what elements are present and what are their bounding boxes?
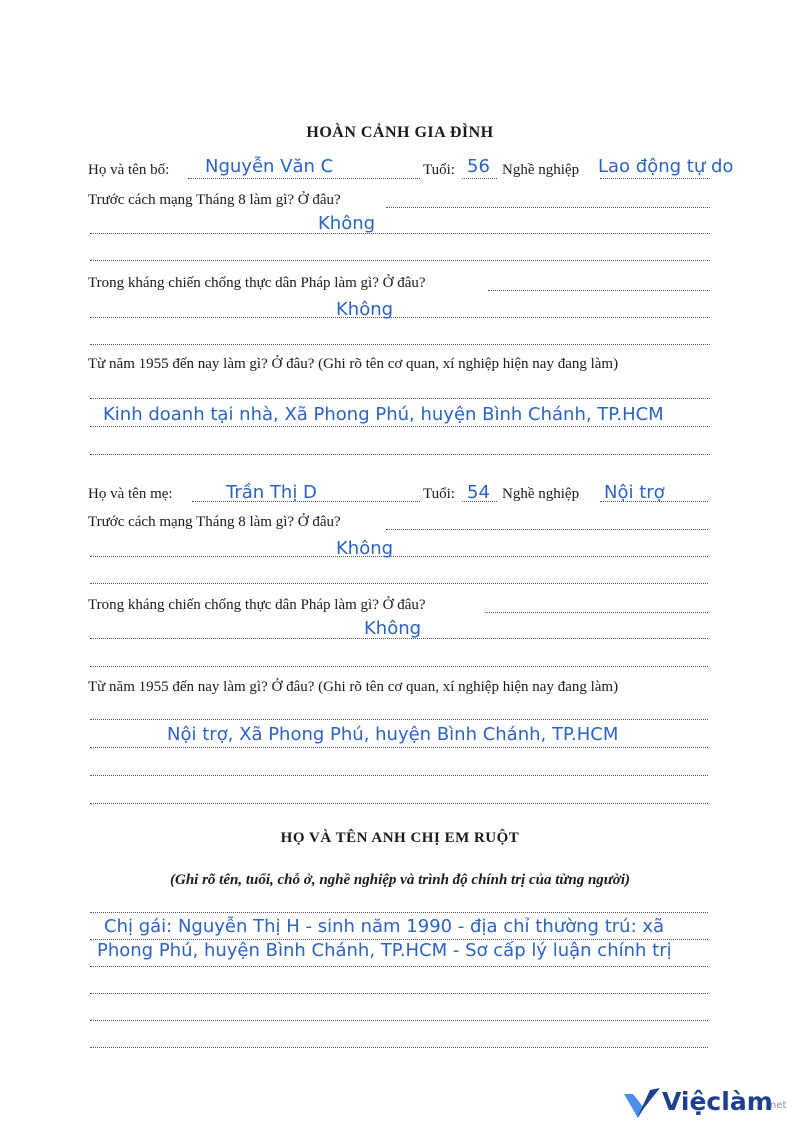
mother-before-answer-line (90, 556, 708, 557)
vieclam-logo-icon (624, 1088, 660, 1118)
father-since1955-line-1 (90, 398, 710, 399)
siblings-line-4 (90, 993, 708, 994)
mother-before-dotline (386, 529, 708, 530)
mother-answer-before[interactable]: Không (336, 538, 394, 559)
siblings-line-6 (90, 1047, 708, 1048)
father-job-label: Nghề nghiệp (502, 162, 580, 178)
father-job-dotline (600, 178, 710, 179)
mother-before-answer-line-2 (90, 583, 708, 584)
father-resistance-answer-line (90, 317, 710, 318)
mother-job-value[interactable]: Nội trợ (604, 482, 665, 503)
mother-resistance-answer-line-2 (90, 666, 708, 667)
mother-question-since1955: Từ năm 1955 đến nay làm gì? Ở đâu? (Ghi rõ tên cơ quan, xí nghiệp hiện nay đang làm) (88, 679, 619, 695)
siblings-line-5 (90, 1020, 708, 1021)
mother-answer-since1955[interactable]: Nội trợ, Xã Phong Phú, huyện Bình Chánh, TP.HCM (167, 724, 619, 745)
mother-since1955-line-3 (90, 775, 708, 776)
mother-resistance-dotline (485, 612, 708, 613)
father-answer-resistance[interactable]: Không (336, 299, 394, 320)
vieclam-logo (622, 1085, 792, 1121)
siblings-answer-line-2[interactable]: Phong Phú, huyện Bình Chánh, TP.HCM - Sơ cấp lý luận chính trị (97, 940, 672, 961)
mother-answer-resistance[interactable]: Không (364, 618, 422, 639)
vieclam-logo-suffix: net (770, 1100, 787, 1111)
mother-job-label: Nghề nghiệp (502, 486, 580, 502)
father-question-since1955: Từ năm 1955 đến nay làm gì? Ở đâu? (Ghi rõ tên cơ quan, xí nghiệp hiện nay đang làm) (88, 356, 619, 372)
siblings-answer-line-1[interactable]: Chị gái: Nguyễn Thị H - sinh năm 1990 - địa chỉ thường trú: xã (104, 916, 665, 937)
mother-name-value[interactable]: Trần Thị D (226, 482, 317, 503)
mother-question-resistance: Trong kháng chiến chống thực dân Pháp làm gì? Ở đâu? (88, 597, 426, 613)
mother-since1955-line-4 (90, 803, 708, 804)
father-question-resistance: Trong kháng chiến chống thực dân Pháp làm gì? Ở đâu? (88, 275, 426, 291)
father-name-value[interactable]: Nguyễn Văn C (205, 156, 334, 177)
father-answer-since1955[interactable]: Kinh doanh tại nhà, Xã Phong Phú, huyện Bình Chánh, TP.HCM (103, 404, 664, 425)
father-age-dotline (462, 178, 497, 179)
father-since1955-line-3 (90, 454, 710, 455)
father-resistance-dotline (488, 290, 710, 291)
vieclam-logo-text: Việclàm (662, 1087, 773, 1116)
mother-question-before: Trước cách mạng Tháng 8 làm gì? Ở đâu? (88, 514, 341, 530)
father-name-dotline (188, 178, 420, 179)
mother-since1955-line-2 (90, 747, 708, 748)
father-before-answer-line (90, 233, 710, 234)
father-before-dotline (386, 207, 710, 208)
father-resistance-answer-line-2 (90, 344, 710, 345)
mother-age-label: Tuổi: (423, 486, 455, 502)
siblings-line-3 (90, 966, 708, 967)
father-age-value[interactable]: 56 (467, 156, 490, 177)
father-answer-before[interactable]: Không (318, 213, 376, 234)
father-age-label: Tuổi: (423, 162, 455, 178)
mother-age-value[interactable]: 54 (467, 482, 490, 503)
mother-since1955-line-1 (90, 719, 708, 720)
father-since1955-line-2 (90, 426, 710, 427)
siblings-line-1 (90, 912, 708, 913)
father-before-answer-line-2 (90, 260, 710, 261)
page-title: HOÀN CẢNH GIA ĐÌNH (306, 124, 494, 141)
siblings-heading: HỌ VÀ TÊN ANH CHỊ EM RUỘT (280, 830, 520, 846)
father-name-label: Họ và tên bố: (88, 162, 170, 178)
father-question-before: Trước cách mạng Tháng 8 làm gì? Ở đâu? (88, 192, 341, 208)
father-job-value[interactable]: Lao động tự do (598, 156, 734, 177)
siblings-note: (Ghi rõ tên, tuổi, chỗ ở, nghề nghiệp và trình độ chính trị của từng người) (170, 872, 630, 888)
mother-name-label: Họ và tên mẹ: (88, 486, 173, 502)
